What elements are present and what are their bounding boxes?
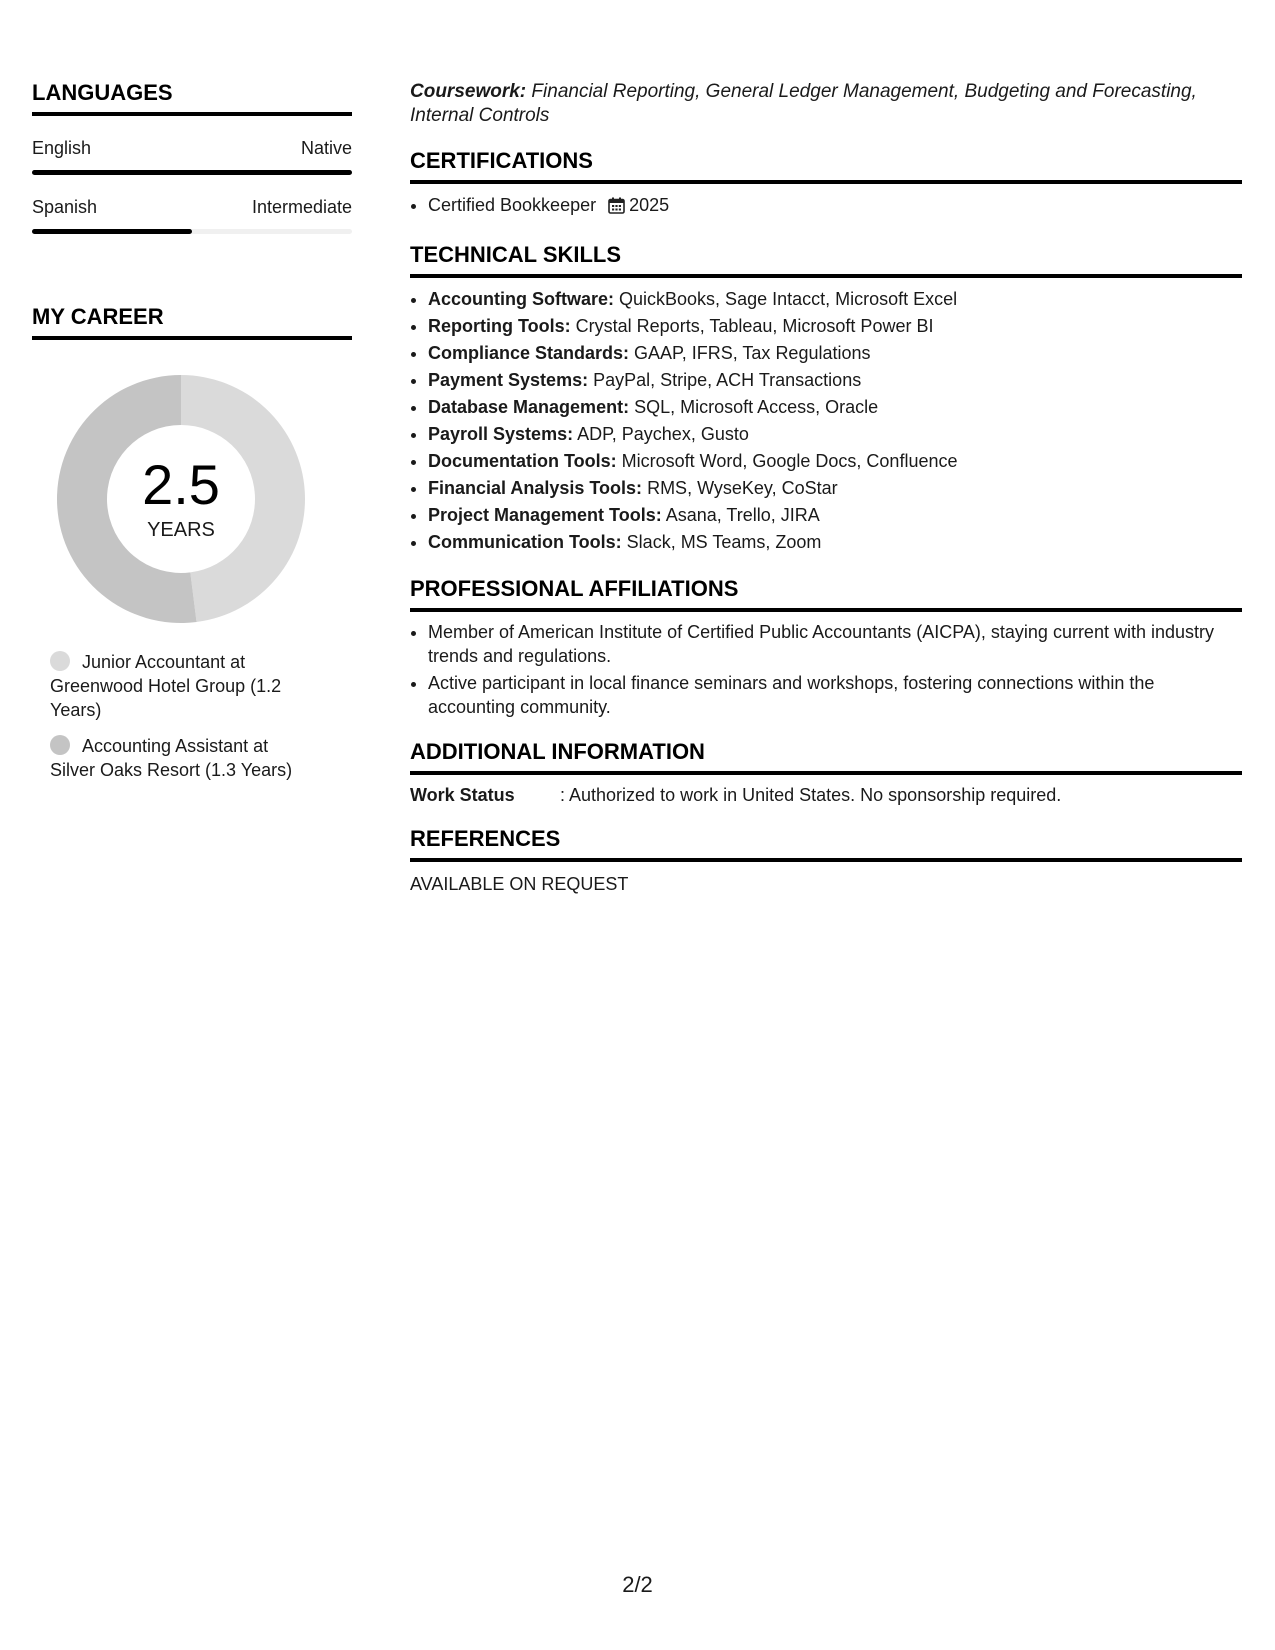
calendar-icon [608,195,625,222]
skill-category: Accounting Software: [428,289,615,309]
language-proficiency-bar [32,170,352,175]
references-text: AVAILABLE ON REQUEST [410,874,629,894]
skill-values: RMS, WyseKey, CoStar [642,478,838,498]
language-row [32,197,352,218]
skill-category: Database Management: [428,397,630,417]
career-total: 2.5 [142,452,220,516]
legend-dot [50,735,70,755]
skill-values: Crystal Reports, Tableau, Microsoft Power BI [570,316,934,336]
skill-category: Payment Systems: [428,370,589,390]
career-role-label: Junior Accountant at Greenwood Hotel Group (1.2 Years) [50,652,282,720]
additional-info-title: ADDITIONAL INFORMATION [410,739,1242,775]
skill-category: Project Management Tools: [428,505,662,525]
language-level: Intermediate [251,197,352,217]
skill-item [428,448,1242,475]
skill-item [428,313,1242,340]
affiliations-list [410,620,1242,719]
career-section [32,304,352,782]
work-status-row [410,785,1242,806]
skill-item [428,367,1242,394]
legend-dot [50,651,70,671]
skill-values: GAAP, IFRS, Tax Regulations [629,343,871,363]
skill-item [428,529,1242,556]
language-row [32,138,352,159]
language-level: Native [300,138,352,158]
skill-category: Documentation Tools: [428,451,617,471]
skill-item [428,475,1242,502]
skill-values: PayPal, Stripe, ACH Transactions [588,370,862,390]
work-status-value: : Authorized to work in United States. No sponsorship required. [560,785,1062,805]
career-role-label: Accounting Assistant at Silver Oaks Resort (1.3 Years) [50,736,293,780]
coursework-text: Financial Reporting, General Ledger Management, Budgeting and Forecasting, Internal Controls [410,81,1197,126]
references-title: REFERENCES [410,826,1242,862]
skill-values: Asana, Trello, JIRA [661,505,820,525]
skills-list [410,286,1242,556]
certifications-list [410,192,1242,222]
skill-values: ADP, Paychex, Gusto [573,424,749,444]
skill-values: SQL, Microsoft Access, Oracle [629,397,879,417]
certifications-title: CERTIFICATIONS [410,148,1242,184]
languages-title: LANGUAGES [32,80,352,116]
languages-list [32,138,352,234]
language-name: Spanish [32,197,98,217]
right-column [410,80,1242,895]
certification-year: 2025 [629,195,670,215]
certification-item [428,192,1242,222]
skill-category: Communication Tools: [428,532,622,552]
skill-values: Microsoft Word, Google Docs, Confluence [616,451,958,471]
career-legend [50,650,310,782]
skill-item [428,340,1242,367]
career-donut-chart [56,374,306,624]
career-unit: YEARS [147,518,215,541]
left-column [32,80,352,794]
skills-title: TECHNICAL SKILLS [410,242,1242,278]
language-proficiency-fill [32,229,192,234]
skill-category: Payroll Systems: [428,424,574,444]
career-legend-item [50,734,310,782]
skill-values: Slack, MS Teams, Zoom [621,532,822,552]
skill-item [428,286,1242,313]
affiliation-item: • Member of American Institute of Certified Public Accountants (AICPA), staying current with industry trends and regulations. [428,620,1242,668]
coursework [410,80,1242,128]
skill-item [428,502,1242,529]
skill-item [428,421,1242,448]
certification-name: Certified Bookkeeper [428,195,597,215]
skill-category: Financial Analysis Tools: [428,478,643,498]
career-title: MY CAREER [32,304,352,340]
language-proficiency-bar [32,229,352,234]
page-number: 2/2 [622,1572,653,1597]
skill-item [428,394,1242,421]
skill-category: Reporting Tools: [428,316,571,336]
affiliation-item: • Active participant in local finance seminars and workshops, fostering connections within the accounting community. [428,671,1242,719]
skill-values: QuickBooks, Sage Intacct, Microsoft Excel [614,289,958,309]
skill-category: Compliance Standards: [428,343,630,363]
career-legend-item [50,650,310,722]
coursework-label: Coursework: [410,81,527,102]
affiliations-title: PROFESSIONAL AFFILIATIONS [410,576,1242,612]
work-status-label: Work Status [410,785,515,805]
language-proficiency-fill [32,170,352,175]
language-name: English [32,138,92,158]
